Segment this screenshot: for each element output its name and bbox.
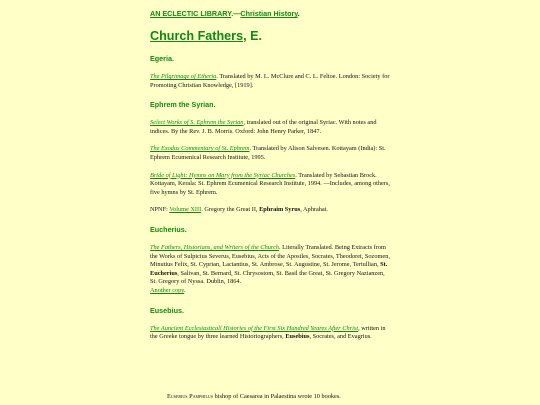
entry-link[interactable]	[150, 119, 243, 126]
entry-bold: Ephraim Syrus	[259, 206, 301, 214]
page-title-link[interactable]: Church Fathers	[150, 29, 244, 43]
entry-text-end: , Aphrahat.	[300, 206, 329, 214]
section-heading-eusebius: Eusebius.	[150, 305, 184, 315]
page-title-rest: , E.	[243, 29, 262, 43]
entry-bold: St. Eucherius	[150, 261, 388, 277]
entry-bride-of-light	[150, 172, 390, 198]
entry-text-end: , Salivan, St. Bernard, St. Chrysostom, St. Basil the Great, St. Gregory Nazianzen, St. Gregory of Nyssa. Dublin, 1864.	[150, 269, 385, 286]
entry-link-volume[interactable]: Volume XIII	[169, 206, 202, 214]
entry-link[interactable]	[150, 145, 249, 152]
entry-link[interactable]	[150, 73, 216, 80]
entry-text: . Translated by M. L. McClure and C. L. Feltoe. London: Society for Promoting Christian Knowledge, [1919].	[150, 73, 390, 89]
entry-text: . Literally Translated. Being Extracts from the Works of Sulpicius Severus, Eusebius, Acts of the Apostles, Socrates, Theodoret, Sozomen, Minutius Felix, St. Cyprian, Lactantius, St. Ambrose, St. Augustine, St. Jerome, Tertullian,	[150, 243, 390, 269]
entry-link-title: The Exodus Commentary of St. Ephrem	[150, 145, 250, 153]
entry-text-end: , Socrates, and Evagrius.	[309, 333, 372, 341]
breadcrumb-section-link[interactable]: Christian History	[240, 9, 298, 18]
entry-bold: Eusebius	[285, 333, 310, 341]
entry-prefix: NPNF:	[150, 206, 170, 214]
content-column	[150, 9, 390, 342]
entry-select-works	[150, 119, 390, 136]
entry-link-title: The Pilgrimage of Etheria	[150, 73, 217, 80]
entry-link[interactable]	[150, 325, 358, 332]
entry-text: . Gregory the Great II,	[201, 206, 260, 214]
entry-etheria	[150, 73, 390, 90]
quote-name: Eusebius Pamphilus	[167, 393, 214, 401]
entry-another-copy	[150, 287, 390, 296]
entry-link-title: Select Works of S. Ephrem the Syrian	[150, 119, 244, 127]
another-copy-end: .	[184, 286, 186, 294]
entry-link[interactable]	[150, 244, 279, 251]
entry-link-title: Bride of Light: Hymns on Mary from the Syriac Churches	[150, 171, 296, 179]
entry-npnf	[150, 206, 390, 215]
section-heading-eucherius: Eucherius.	[150, 224, 187, 234]
entry-link[interactable]	[150, 172, 295, 179]
entry-text: . Translated by Sebastian Brock. Kottayam, Kerala: St. Ephrem Ecumenical Research Institute, 1994. —Includes, among others, five hymns by St. Ephrem.	[150, 171, 390, 196]
section-heading-ephrem: Ephrem the Syrian.	[150, 100, 216, 110]
breadcrumb-end: .	[297, 9, 300, 18]
entry-auncient-histories	[150, 325, 390, 342]
breadcrumb-separator: .—	[231, 9, 241, 18]
breadcrumb-site-link[interactable]: AN ECLECTIC LIBRARY	[150, 9, 232, 18]
entry-exodus-commentary	[150, 145, 390, 162]
entry-link-title: The Fathers, Historians, and Writers of the Church	[150, 243, 280, 251]
eusebius-quote	[167, 393, 341, 401]
entry-text: , written in the Greeke tongue by three learned Historiographers,	[150, 324, 386, 341]
quote-text: bishop of Caesarea in Palaestina wrote 10 bookes.	[213, 393, 341, 401]
entry-link-title: The Auncient Ecclesiasticall Histories of the First Six Hundred Yeares After Christ	[150, 324, 359, 332]
another-copy-link[interactable]: Another copy	[150, 286, 185, 294]
entry-text: , translated out of the original Syriac. With notes and indices. By the Rev. J. B. Morris. Oxford: John Henry Parker, 1847.	[150, 119, 377, 135]
section-heading-egeria: Egeria.	[150, 54, 174, 63]
breadcrumb	[150, 9, 390, 19]
entry-text: . Translated by Alison Salvesen. Kottayam (India): St. Ephrem Ecumenical Research Institute, 1995.	[150, 145, 386, 161]
page-title	[150, 28, 390, 44]
entry-fathers-historians	[150, 244, 390, 287]
